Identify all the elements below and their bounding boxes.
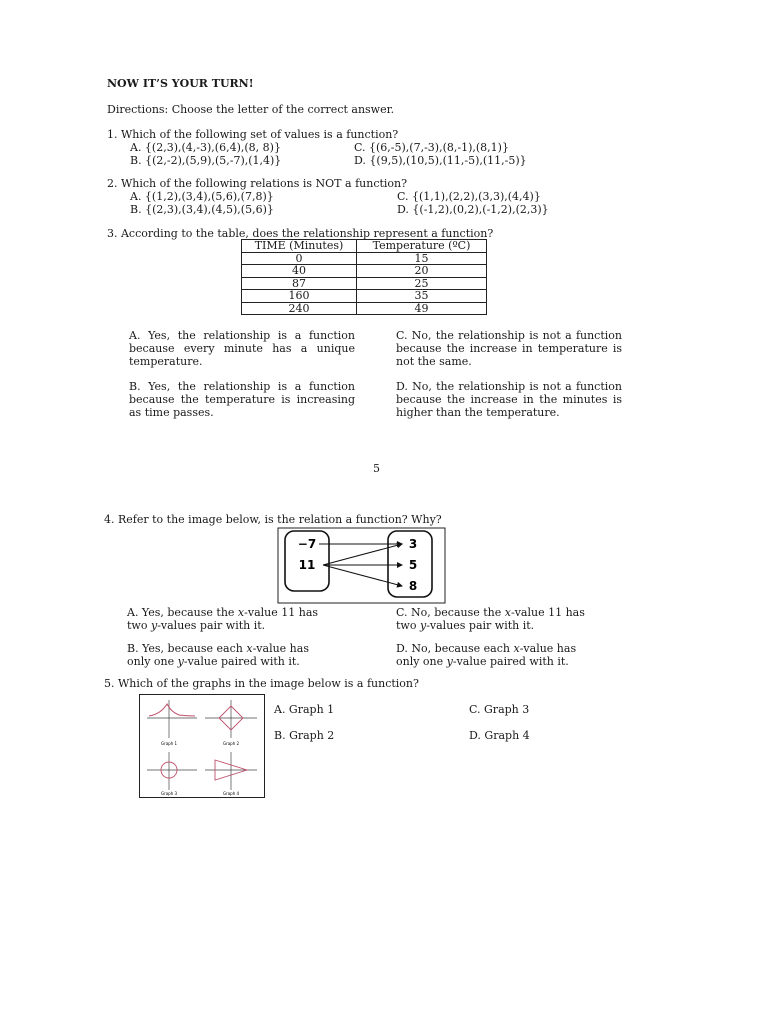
q4-option-d-text: D. No, because each (396, 642, 514, 655)
table-row (242, 277, 487, 290)
q1-option-b: B. {(2,-2),(5,9),(5,-7),(1,4)} (130, 154, 282, 167)
range-value: 8 (408, 579, 418, 593)
q4-option-b-text: -value paired with it. (183, 655, 300, 668)
q3-text: 3. According to the table, does the relationship represent a function? (107, 227, 494, 240)
table-cell: 20 (357, 265, 487, 278)
range-value: 3 (408, 537, 418, 551)
q4-option-c-line2 (396, 619, 534, 632)
q2-option-d: D. {(-1,2),(0,2),(-1,2),(2,3)} (397, 203, 549, 216)
q4-option-b-text: B. Yes, because each (127, 642, 247, 655)
mapping-arrow (323, 565, 402, 586)
graphs-figure (139, 694, 265, 798)
table-cell: 15 (357, 252, 487, 265)
q4-option-b-line1 (127, 642, 309, 655)
q5-option-c: C. Graph 3 (469, 703, 530, 716)
q4-option-b-text: -value has (252, 642, 309, 655)
q4-option-a-text: -values pair with it. (157, 619, 266, 632)
q4-option-d-line1 (396, 642, 576, 655)
q4-option-a-var: x (237, 606, 245, 619)
section-heading: NOW IT’S YOUR TURN! (107, 77, 254, 90)
q4-option-c-text: two (396, 619, 420, 632)
q5-option-a: A. Graph 1 (274, 703, 335, 716)
table-cell: 0 (242, 252, 357, 265)
graphs-figure-svg (139, 694, 265, 798)
q4-option-c-line1 (396, 606, 585, 619)
q1-text: 1. Which of the following set of values is a function? (107, 128, 399, 141)
q4-option-a-line2 (127, 619, 265, 632)
graphs-frame (140, 695, 265, 798)
table-header-row (242, 240, 487, 253)
q3-option-a: A. Yes, the relationship is a function because every minute has a unique temperature. (129, 329, 355, 368)
q4-option-d-text: only one (396, 655, 447, 668)
q4-option-a-text: two (127, 619, 151, 632)
q4-option-b-text: only one (127, 655, 178, 668)
table-row (242, 265, 487, 278)
q4-option-b-line2 (127, 655, 300, 668)
q4-option-a-var: y (150, 619, 158, 632)
q4-option-a-line1 (127, 606, 318, 619)
table-header-temperature: Temperature (ºC) (357, 240, 487, 253)
q1-option-a: A. {(2,3),(4,-3),(6,4),(8, 8)} (130, 141, 281, 154)
q5-option-b: B. Graph 2 (274, 729, 335, 742)
directions: Directions: Choose the letter of the correct answer. (107, 103, 395, 116)
q3-option-d: D. No, the relationship is not a function because the increase in the minutes is higher than the temperature. (396, 380, 622, 419)
table-cell: 160 (242, 290, 357, 303)
q4-option-a-text: A. Yes, because the (127, 606, 238, 619)
domain-value: −7 (297, 537, 317, 551)
table-header-time: TIME (Minutes) (242, 240, 357, 253)
table-row (242, 252, 487, 265)
q4-option-c-text: C. No, because the (396, 606, 505, 619)
q1-option-d: D. {(9,5),(10,5),(11,-5),(11,-5)} (354, 154, 527, 167)
q5-text: 5. Which of the graphs in the image below is a function? (104, 677, 419, 690)
q5-option-d: D. Graph 4 (469, 729, 530, 742)
q2-option-c: C. {(1,1),(2,2),(3,3),(4,4)} (397, 190, 541, 203)
graph4-label: Graph 4 (222, 791, 240, 796)
q1-option-c: C. {(6,-5),(7,-3),(8,-1),(8,1)} (354, 141, 509, 154)
q4-option-b-var: x (246, 642, 253, 655)
q3-option-c: C. No, the relationship is not a function because the increase in temperature is not the same. (396, 329, 622, 368)
time-temperature-table (241, 239, 487, 315)
range-value: 5 (408, 558, 418, 572)
q3-option-b: B. Yes, the relationship is a function because the temperature is increasing as time passes. (129, 380, 355, 419)
graph1-curve (149, 704, 195, 716)
mapping-diagram (277, 527, 447, 605)
q4-option-d-var: x (513, 642, 520, 655)
table-row (242, 302, 487, 315)
table-cell: 35 (357, 290, 487, 303)
q2-option-a: A. {(1,2),(3,4),(5,6),(7,8)} (130, 190, 274, 203)
q4-text: 4. Refer to the image below, is the relation a function? Why? (104, 513, 442, 526)
q4-option-d-line2 (396, 655, 569, 668)
q2-text: 2. Which of the following relations is NOT a function? (107, 177, 408, 190)
table-cell: 25 (357, 277, 487, 290)
q2-option-b: B. {(2,3),(3,4),(4,5),(5,6)} (130, 203, 274, 216)
table-cell: 87 (242, 277, 357, 290)
q4-option-c-text: -value 11 has (511, 606, 585, 619)
q4-option-b-var: y (177, 655, 184, 668)
domain-value: 11 (298, 558, 316, 572)
table-row (242, 290, 487, 303)
table-cell: 49 (357, 302, 487, 315)
table-cell: 40 (242, 265, 357, 278)
q4-option-c-var: x (504, 606, 511, 619)
q4-option-d-text: -value has (519, 642, 577, 655)
q4-option-d-text: -value paired with it. (452, 655, 569, 668)
mapping-diagram-svg (277, 527, 447, 605)
graph1-label: Graph 1 (160, 741, 178, 746)
q4-option-d-var: y (446, 655, 453, 668)
page-number: 5 (373, 462, 380, 475)
graph2-label: Graph 2 (222, 741, 240, 746)
graph3-label: Graph 3 (160, 791, 178, 796)
q4-option-c-text: -values pair with it. (426, 619, 535, 632)
table-cell: 240 (242, 302, 357, 315)
q4-option-a-text: -value 11 has (244, 606, 319, 619)
mapping-arrow (323, 544, 402, 565)
q4-option-c-var: y (419, 619, 427, 632)
